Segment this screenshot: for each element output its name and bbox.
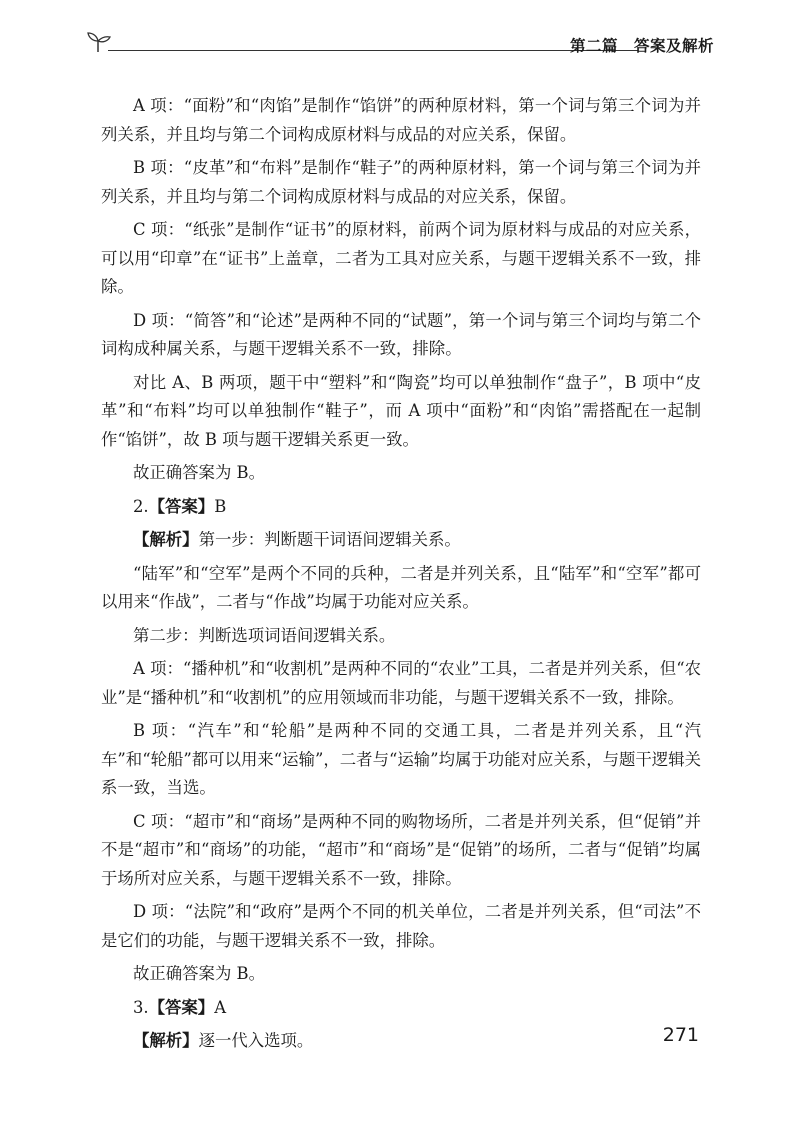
body-paragraph: 第二步：判断选项词语间逻辑关系。 — [133, 625, 396, 645]
body-paragraph: 故正确答案为 B。 — [133, 964, 265, 983]
section-tag: 【解析】 — [133, 1031, 199, 1050]
section-tag: 【答案】 — [148, 496, 215, 516]
page-number: 271 — [662, 1024, 699, 1046]
question-number: 2. — [133, 496, 149, 516]
section-text: A — [214, 997, 227, 1017]
body-paragraph: 故正确答案为 B。 — [133, 463, 265, 482]
header-rule — [108, 50, 638, 51]
section-tag: 【答案】 — [148, 997, 215, 1017]
body-paragraph: 对比 A、B 两项，题干中“塑料”和“陶瓷”均可以单独制作“盘子”，B 项中“皮革”和“布料”均可以单独制作“鞋子”，而 A 项中“面粉”和“肉馅”需搭配在一起制作“馅饼”，故 B 项与题干逻辑关系更一致。 — [101, 372, 701, 449]
section-text: 逐一代入选项。 — [198, 1031, 314, 1050]
answer-line — [101, 493, 701, 522]
body-paragraph: D 项：“简答”和“论述”是两种不同的“试题”，第一个词与第三个词均与第二个词构成种属关系，与题干逻辑关系不一致，排除。 — [101, 310, 701, 358]
body-paragraph: C 项：“纸张”是制作“证书”的原材料，前两个词为原材料与成品的对应关系，可以用“印章”在“证书”上盖章，二者为工具对应关系，与题干逻辑关系不一致，排除。 — [101, 220, 701, 296]
answer-line — [101, 994, 701, 1023]
body-paragraph: D 项：“法院”和“政府”是两个不同的机关单位，二者是并列关系，但“司法”不是它们的功能，与题干逻辑关系不一致，排除。 — [101, 902, 701, 950]
analysis-line — [101, 1027, 701, 1056]
body-paragraph: “陆军”和“空军”是两个不同的兵种，二者是并列关系，且“陆军”和“空军”都可以用来“作战”，二者与“作战”均属于功能对应关系。 — [101, 563, 701, 611]
section-text: 第一步：判断题干词语间逻辑关系。 — [198, 530, 461, 549]
section-text: B — [214, 496, 227, 516]
body-paragraph: B 项：“汽车”和“轮船”是两种不同的交通工具，二者是并列关系，且“汽车”和“轮船”都可以用来“运输”，二者与“运输”均属于功能对应关系，与题干逻辑关系一致，当选。 — [101, 721, 701, 797]
running-header — [86, 28, 714, 60]
body-paragraph: C 项：“超市”和“商场”是两种不同的购物场所，二者是并列关系，但“促销”并不是“超市”和“商场”的功能，“超市”和“商场”是“促销”的场所，二者与“促销”均属于场所对应关系，与题干逻辑关系不一致，排除。 — [101, 811, 701, 888]
answer-explanation-body — [101, 92, 701, 1061]
analysis-line — [101, 526, 701, 555]
question-number: 3. — [133, 997, 149, 1017]
chapter-title: 第二篇 答案及解析 — [569, 37, 714, 55]
body-paragraph: B 项：“皮革”和“布料”是制作“鞋子”的两种原材料，第一个词与第三个词为并列关系，并且均与第二个词构成原材料与成品的对应关系，保留。 — [101, 158, 701, 206]
section-tag: 【解析】 — [133, 530, 199, 549]
body-paragraph: A 项：“播种机”和“收割机”是两种不同的“农业”工具，二者是并列关系，但“农业”是“播种机”和“收割机”的应用领域而非功能，与题干逻辑关系不一致，排除。 — [101, 659, 701, 707]
body-paragraph: A 项：“面粉”和“肉馅”是制作“馅饼”的两种原材料，第一个词与第三个词为并列关系，并且均与第二个词构成原材料与成品的对应关系，保留。 — [101, 96, 701, 144]
